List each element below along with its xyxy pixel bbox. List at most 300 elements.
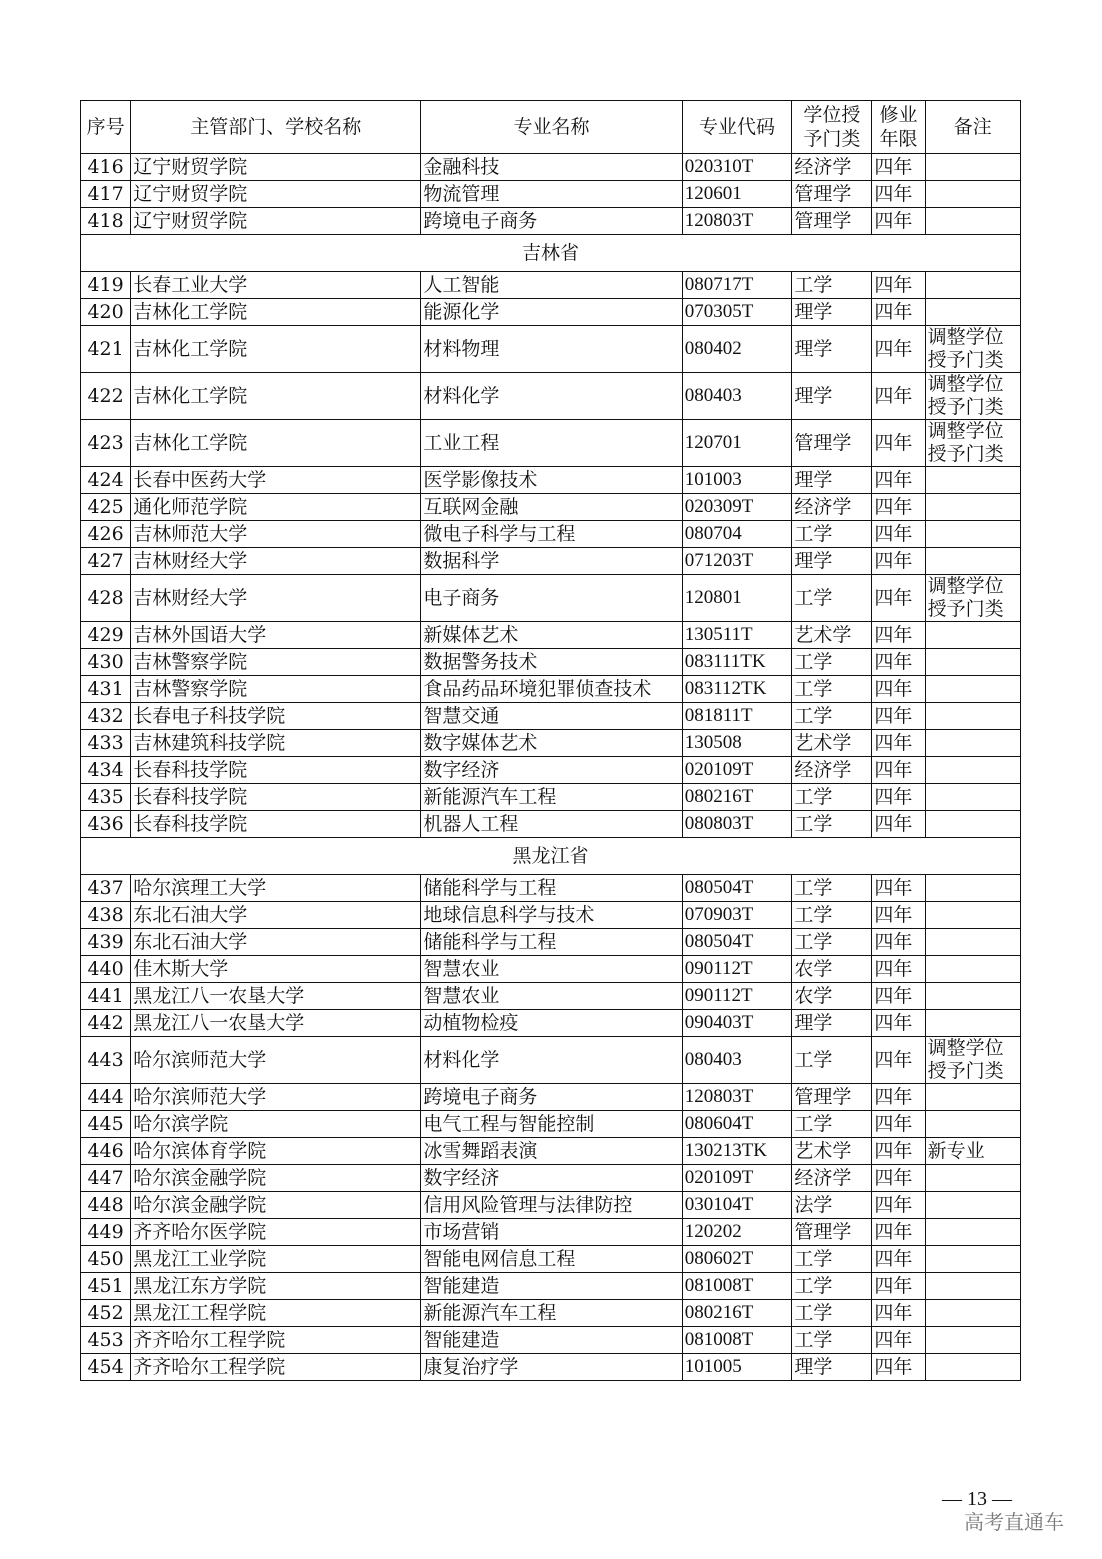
- cell-code: 083112TK: [682, 676, 792, 703]
- cell-note: [925, 811, 1020, 838]
- cell-note: [925, 1354, 1020, 1381]
- cell-no: 443: [81, 1037, 131, 1084]
- cell-no: 434: [81, 757, 131, 784]
- cell-no: 451: [81, 1273, 131, 1300]
- cell-school: 辽宁财贸学院: [131, 181, 421, 208]
- cell-school: 黑龙江工业学院: [131, 1246, 421, 1273]
- cell-no: 433: [81, 730, 131, 757]
- cell-code: 080403: [682, 1037, 792, 1084]
- cell-major: 电气工程与智能控制: [421, 1111, 682, 1138]
- table-row: [81, 784, 1021, 811]
- cell-school: 哈尔滨金融学院: [131, 1192, 421, 1219]
- cell-major: 互联网金融: [421, 494, 682, 521]
- table-header-row: [81, 101, 1021, 154]
- cell-major: 智能电网信息工程: [421, 1246, 682, 1273]
- cell-note: [925, 875, 1020, 902]
- table-row: [81, 420, 1021, 467]
- cell-no: 422: [81, 373, 131, 420]
- table-row: [81, 467, 1021, 494]
- cell-no: 449: [81, 1219, 131, 1246]
- header-note: 备注: [925, 101, 1020, 154]
- cell-school: 哈尔滨体育学院: [131, 1138, 421, 1165]
- cell-school: 吉林化工学院: [131, 420, 421, 467]
- cell-school: 长春电子科技学院: [131, 703, 421, 730]
- cell-degree: 经济学: [792, 494, 872, 521]
- cell-note: 调整学位授予门类: [925, 1037, 1020, 1084]
- cell-no: 445: [81, 1111, 131, 1138]
- table-row: [81, 730, 1021, 757]
- table-row: [81, 373, 1021, 420]
- cell-school: 哈尔滨师范大学: [131, 1037, 421, 1084]
- table-row: [81, 676, 1021, 703]
- cell-degree: 理学: [792, 548, 872, 575]
- cell-code: 120803T: [682, 1084, 792, 1111]
- table-row: [81, 1327, 1021, 1354]
- cell-no: 419: [81, 272, 131, 299]
- cell-degree: 工学: [792, 676, 872, 703]
- cell-school: 东北石油大学: [131, 902, 421, 929]
- cell-code: 120801: [682, 575, 792, 622]
- cell-code: 101005: [682, 1354, 792, 1381]
- cell-note: [925, 649, 1020, 676]
- table-row: [81, 956, 1021, 983]
- cell-school: 吉林化工学院: [131, 326, 421, 373]
- cell-years: 四年: [872, 181, 925, 208]
- cell-no: 436: [81, 811, 131, 838]
- cell-note: [925, 1165, 1020, 1192]
- cell-years: 四年: [872, 467, 925, 494]
- cell-school: 辽宁财贸学院: [131, 154, 421, 181]
- cell-years: 四年: [872, 1111, 925, 1138]
- cell-code: 020109T: [682, 757, 792, 784]
- cell-degree: 农学: [792, 956, 872, 983]
- cell-years: 四年: [872, 575, 925, 622]
- cell-code: 120701: [682, 420, 792, 467]
- cell-code: 080602T: [682, 1246, 792, 1273]
- cell-school: 哈尔滨学院: [131, 1111, 421, 1138]
- cell-major: 智慧农业: [421, 956, 682, 983]
- table-row: [81, 154, 1021, 181]
- cell-degree: 工学: [792, 811, 872, 838]
- cell-code: 080504T: [682, 875, 792, 902]
- cell-major: 康复治疗学: [421, 1354, 682, 1381]
- cell-degree: 理学: [792, 1010, 872, 1037]
- cell-no: 424: [81, 467, 131, 494]
- table-row: [81, 983, 1021, 1010]
- cell-no: 418: [81, 208, 131, 235]
- cell-note: [925, 929, 1020, 956]
- cell-degree: 艺术学: [792, 730, 872, 757]
- cell-school: 吉林财经大学: [131, 575, 421, 622]
- cell-years: 四年: [872, 730, 925, 757]
- cell-major: 医学影像技术: [421, 467, 682, 494]
- cell-years: 四年: [872, 929, 925, 956]
- cell-note: [925, 467, 1020, 494]
- majors-table: [80, 100, 1021, 1381]
- cell-major: 冰雪舞蹈表演: [421, 1138, 682, 1165]
- cell-major: 材料化学: [421, 373, 682, 420]
- cell-school: 黑龙江东方学院: [131, 1273, 421, 1300]
- table-row: [81, 1138, 1021, 1165]
- cell-no: 452: [81, 1300, 131, 1327]
- cell-major: 跨境电子商务: [421, 208, 682, 235]
- cell-degree: 法学: [792, 1192, 872, 1219]
- header-school: 主管部门、学校名称: [131, 101, 421, 154]
- cell-years: 四年: [872, 1192, 925, 1219]
- cell-no: 430: [81, 649, 131, 676]
- table-row: [81, 299, 1021, 326]
- cell-note: [925, 1010, 1020, 1037]
- cell-major: 数据科学: [421, 548, 682, 575]
- cell-major: 新能源汽车工程: [421, 1300, 682, 1327]
- cell-code: 030104T: [682, 1192, 792, 1219]
- cell-note: [925, 902, 1020, 929]
- cell-degree: 管理学: [792, 1219, 872, 1246]
- cell-years: 四年: [872, 1219, 925, 1246]
- cell-no: 420: [81, 299, 131, 326]
- cell-note: [925, 1219, 1020, 1246]
- cell-note: [925, 757, 1020, 784]
- cell-years: 四年: [872, 1010, 925, 1037]
- table-row: [81, 326, 1021, 373]
- province-header-row: [81, 838, 1021, 875]
- table-row: [81, 1246, 1021, 1273]
- cell-years: 四年: [872, 983, 925, 1010]
- cell-major: 跨境电子商务: [421, 1084, 682, 1111]
- cell-note: [925, 272, 1020, 299]
- cell-school: 黑龙江工程学院: [131, 1300, 421, 1327]
- cell-note: [925, 548, 1020, 575]
- cell-major: 食品药品环境犯罪侦查技术: [421, 676, 682, 703]
- cell-school: 吉林化工学院: [131, 373, 421, 420]
- cell-note: [925, 521, 1020, 548]
- cell-school: 吉林警察学院: [131, 676, 421, 703]
- cell-major: 数字媒体艺术: [421, 730, 682, 757]
- cell-note: [925, 703, 1020, 730]
- cell-years: 四年: [872, 208, 925, 235]
- cell-no: 454: [81, 1354, 131, 1381]
- cell-no: 450: [81, 1246, 131, 1273]
- cell-code: 090403T: [682, 1010, 792, 1037]
- cell-degree: 理学: [792, 467, 872, 494]
- cell-note: 调整学位授予门类: [925, 575, 1020, 622]
- table-row: [81, 521, 1021, 548]
- cell-major: 数据警务技术: [421, 649, 682, 676]
- cell-major: 地球信息科学与技术: [421, 902, 682, 929]
- cell-note: [925, 1327, 1020, 1354]
- cell-school: 哈尔滨理工大学: [131, 875, 421, 902]
- cell-years: 四年: [872, 1273, 925, 1300]
- cell-code: 080704: [682, 521, 792, 548]
- cell-note: [925, 784, 1020, 811]
- cell-major: 新媒体艺术: [421, 622, 682, 649]
- table-row: [81, 494, 1021, 521]
- cell-no: 441: [81, 983, 131, 1010]
- table-row: [81, 1300, 1021, 1327]
- cell-degree: 工学: [792, 875, 872, 902]
- header-major: 专业名称: [421, 101, 682, 154]
- cell-no: 435: [81, 784, 131, 811]
- table-body: [81, 154, 1021, 1381]
- cell-code: 081811T: [682, 703, 792, 730]
- cell-code: 130508: [682, 730, 792, 757]
- cell-code: 080604T: [682, 1111, 792, 1138]
- cell-school: 哈尔滨金融学院: [131, 1165, 421, 1192]
- cell-degree: 工学: [792, 929, 872, 956]
- cell-years: 四年: [872, 875, 925, 902]
- cell-note: 新专业: [925, 1138, 1020, 1165]
- cell-years: 四年: [872, 649, 925, 676]
- cell-major: 物流管理: [421, 181, 682, 208]
- cell-school: 齐齐哈尔工程学院: [131, 1354, 421, 1381]
- cell-school: 长春科技学院: [131, 757, 421, 784]
- cell-major: 智能建造: [421, 1273, 682, 1300]
- cell-years: 四年: [872, 373, 925, 420]
- cell-years: 四年: [872, 1084, 925, 1111]
- cell-years: 四年: [872, 902, 925, 929]
- table-row: [81, 548, 1021, 575]
- cell-major: 金融科技: [421, 154, 682, 181]
- cell-major: 储能科学与工程: [421, 929, 682, 956]
- cell-note: [925, 1273, 1020, 1300]
- cell-major: 动植物检疫: [421, 1010, 682, 1037]
- cell-years: 四年: [872, 757, 925, 784]
- cell-no: 448: [81, 1192, 131, 1219]
- cell-degree: 艺术学: [792, 1138, 872, 1165]
- cell-major: 数字经济: [421, 757, 682, 784]
- cell-code: 080403: [682, 373, 792, 420]
- cell-school: 长春中医药大学: [131, 467, 421, 494]
- cell-degree: 理学: [792, 373, 872, 420]
- cell-degree: 工学: [792, 1246, 872, 1273]
- cell-years: 四年: [872, 956, 925, 983]
- cell-school: 黑龙江八一农垦大学: [131, 983, 421, 1010]
- cell-years: 四年: [872, 326, 925, 373]
- cell-major: 材料化学: [421, 1037, 682, 1084]
- cell-code: 020309T: [682, 494, 792, 521]
- cell-code: 080216T: [682, 1300, 792, 1327]
- cell-code: 130511T: [682, 622, 792, 649]
- table-row: [81, 1354, 1021, 1381]
- cell-note: [925, 181, 1020, 208]
- cell-code: 080216T: [682, 784, 792, 811]
- cell-degree: 经济学: [792, 757, 872, 784]
- cell-school: 吉林建筑科技学院: [131, 730, 421, 757]
- cell-years: 四年: [872, 622, 925, 649]
- cell-years: 四年: [872, 1138, 925, 1165]
- cell-code: 090112T: [682, 956, 792, 983]
- cell-major: 机器人工程: [421, 811, 682, 838]
- cell-major: 数字经济: [421, 1165, 682, 1192]
- cell-years: 四年: [872, 1354, 925, 1381]
- cell-note: [925, 208, 1020, 235]
- cell-degree: 经济学: [792, 1165, 872, 1192]
- cell-degree: 管理学: [792, 420, 872, 467]
- cell-note: [925, 1111, 1020, 1138]
- cell-years: 四年: [872, 1300, 925, 1327]
- cell-school: 长春科技学院: [131, 811, 421, 838]
- cell-degree: 艺术学: [792, 622, 872, 649]
- cell-degree: 理学: [792, 299, 872, 326]
- cell-school: 长春工业大学: [131, 272, 421, 299]
- page-number: — 13 —: [942, 1488, 1012, 1510]
- cell-years: 四年: [872, 494, 925, 521]
- cell-degree: 工学: [792, 1037, 872, 1084]
- cell-note: [925, 299, 1020, 326]
- cell-years: 四年: [872, 1165, 925, 1192]
- cell-code: 120601: [682, 181, 792, 208]
- cell-code: 080504T: [682, 929, 792, 956]
- cell-school: 通化师范学院: [131, 494, 421, 521]
- cell-years: 四年: [872, 676, 925, 703]
- cell-note: [925, 1084, 1020, 1111]
- table-row: [81, 622, 1021, 649]
- cell-no: 437: [81, 875, 131, 902]
- cell-degree: 工学: [792, 272, 872, 299]
- cell-no: 416: [81, 154, 131, 181]
- cell-degree: 工学: [792, 649, 872, 676]
- cell-no: 417: [81, 181, 131, 208]
- table-row: [81, 1084, 1021, 1111]
- cell-years: 四年: [872, 154, 925, 181]
- cell-years: 四年: [872, 1037, 925, 1084]
- table-row: [81, 1165, 1021, 1192]
- cell-no: 440: [81, 956, 131, 983]
- cell-code: 020109T: [682, 1165, 792, 1192]
- cell-no: 431: [81, 676, 131, 703]
- cell-degree: 农学: [792, 983, 872, 1010]
- cell-years: 四年: [872, 272, 925, 299]
- header-degree: 学位授予门类: [792, 101, 872, 154]
- cell-major: 新能源汽车工程: [421, 784, 682, 811]
- table-row: [81, 1192, 1021, 1219]
- header-code: 专业代码: [682, 101, 792, 154]
- cell-note: 调整学位授予门类: [925, 373, 1020, 420]
- cell-code: 120803T: [682, 208, 792, 235]
- cell-years: 四年: [872, 703, 925, 730]
- table-row: [81, 902, 1021, 929]
- province-name: 吉林省: [81, 235, 1021, 272]
- cell-school: 东北石油大学: [131, 929, 421, 956]
- cell-note: [925, 1300, 1020, 1327]
- table-row: [81, 649, 1021, 676]
- cell-code: 070903T: [682, 902, 792, 929]
- cell-degree: 工学: [792, 1327, 872, 1354]
- cell-note: [925, 622, 1020, 649]
- cell-no: 442: [81, 1010, 131, 1037]
- cell-note: [925, 676, 1020, 703]
- cell-major: 电子商务: [421, 575, 682, 622]
- cell-note: [925, 494, 1020, 521]
- cell-note: [925, 154, 1020, 181]
- cell-no: 438: [81, 902, 131, 929]
- cell-code: 071203T: [682, 548, 792, 575]
- cell-school: 佳木斯大学: [131, 956, 421, 983]
- cell-no: 453: [81, 1327, 131, 1354]
- cell-degree: 管理学: [792, 181, 872, 208]
- cell-degree: 工学: [792, 784, 872, 811]
- table-row: [81, 575, 1021, 622]
- cell-no: 425: [81, 494, 131, 521]
- cell-no: 421: [81, 326, 131, 373]
- cell-major: 人工智能: [421, 272, 682, 299]
- cell-years: 四年: [872, 521, 925, 548]
- cell-major: 信用风险管理与法律防控: [421, 1192, 682, 1219]
- cell-degree: 管理学: [792, 1084, 872, 1111]
- cell-school: 辽宁财贸学院: [131, 208, 421, 235]
- table-row: [81, 1037, 1021, 1084]
- table-row: [81, 1273, 1021, 1300]
- cell-no: 423: [81, 420, 131, 467]
- cell-no: 432: [81, 703, 131, 730]
- cell-no: 439: [81, 929, 131, 956]
- cell-code: 120202: [682, 1219, 792, 1246]
- cell-degree: 管理学: [792, 208, 872, 235]
- cell-major: 能源化学: [421, 299, 682, 326]
- cell-school: 吉林财经大学: [131, 548, 421, 575]
- cell-school: 哈尔滨师范大学: [131, 1084, 421, 1111]
- cell-no: 426: [81, 521, 131, 548]
- cell-no: 429: [81, 622, 131, 649]
- cell-major: 智能建造: [421, 1327, 682, 1354]
- cell-code: 090112T: [682, 983, 792, 1010]
- cell-degree: 工学: [792, 521, 872, 548]
- cell-note: 调整学位授予门类: [925, 326, 1020, 373]
- cell-code: 020310T: [682, 154, 792, 181]
- cell-no: 444: [81, 1084, 131, 1111]
- table-row: [81, 757, 1021, 784]
- cell-degree: 工学: [792, 902, 872, 929]
- table-row: [81, 1111, 1021, 1138]
- cell-years: 四年: [872, 811, 925, 838]
- table-row: [81, 208, 1021, 235]
- cell-code: 080803T: [682, 811, 792, 838]
- cell-code: 130213TK: [682, 1138, 792, 1165]
- cell-major: 智慧农业: [421, 983, 682, 1010]
- cell-degree: 理学: [792, 1354, 872, 1381]
- table-row: [81, 929, 1021, 956]
- cell-degree: 工学: [792, 575, 872, 622]
- cell-code: 070305T: [682, 299, 792, 326]
- cell-school: 吉林师范大学: [131, 521, 421, 548]
- cell-no: 428: [81, 575, 131, 622]
- cell-note: [925, 956, 1020, 983]
- cell-school: 长春科技学院: [131, 784, 421, 811]
- cell-major: 材料物理: [421, 326, 682, 373]
- header-no: 序号: [81, 101, 131, 154]
- cell-code: 080717T: [682, 272, 792, 299]
- cell-school: 齐齐哈尔工程学院: [131, 1327, 421, 1354]
- cell-note: [925, 1246, 1020, 1273]
- cell-years: 四年: [872, 1327, 925, 1354]
- table-row: [81, 875, 1021, 902]
- cell-note: [925, 730, 1020, 757]
- cell-no: 446: [81, 1138, 131, 1165]
- cell-school: 齐齐哈尔医学院: [131, 1219, 421, 1246]
- cell-years: 四年: [872, 784, 925, 811]
- cell-no: 427: [81, 548, 131, 575]
- cell-code: 101003: [682, 467, 792, 494]
- cell-school: 黑龙江八一农垦大学: [131, 1010, 421, 1037]
- province-header-row: [81, 235, 1021, 272]
- cell-years: 四年: [872, 1246, 925, 1273]
- province-name: 黑龙江省: [81, 838, 1021, 875]
- cell-major: 储能科学与工程: [421, 875, 682, 902]
- cell-note: [925, 1192, 1020, 1219]
- cell-major: 市场营销: [421, 1219, 682, 1246]
- cell-code: 081008T: [682, 1273, 792, 1300]
- cell-major: 微电子科学与工程: [421, 521, 682, 548]
